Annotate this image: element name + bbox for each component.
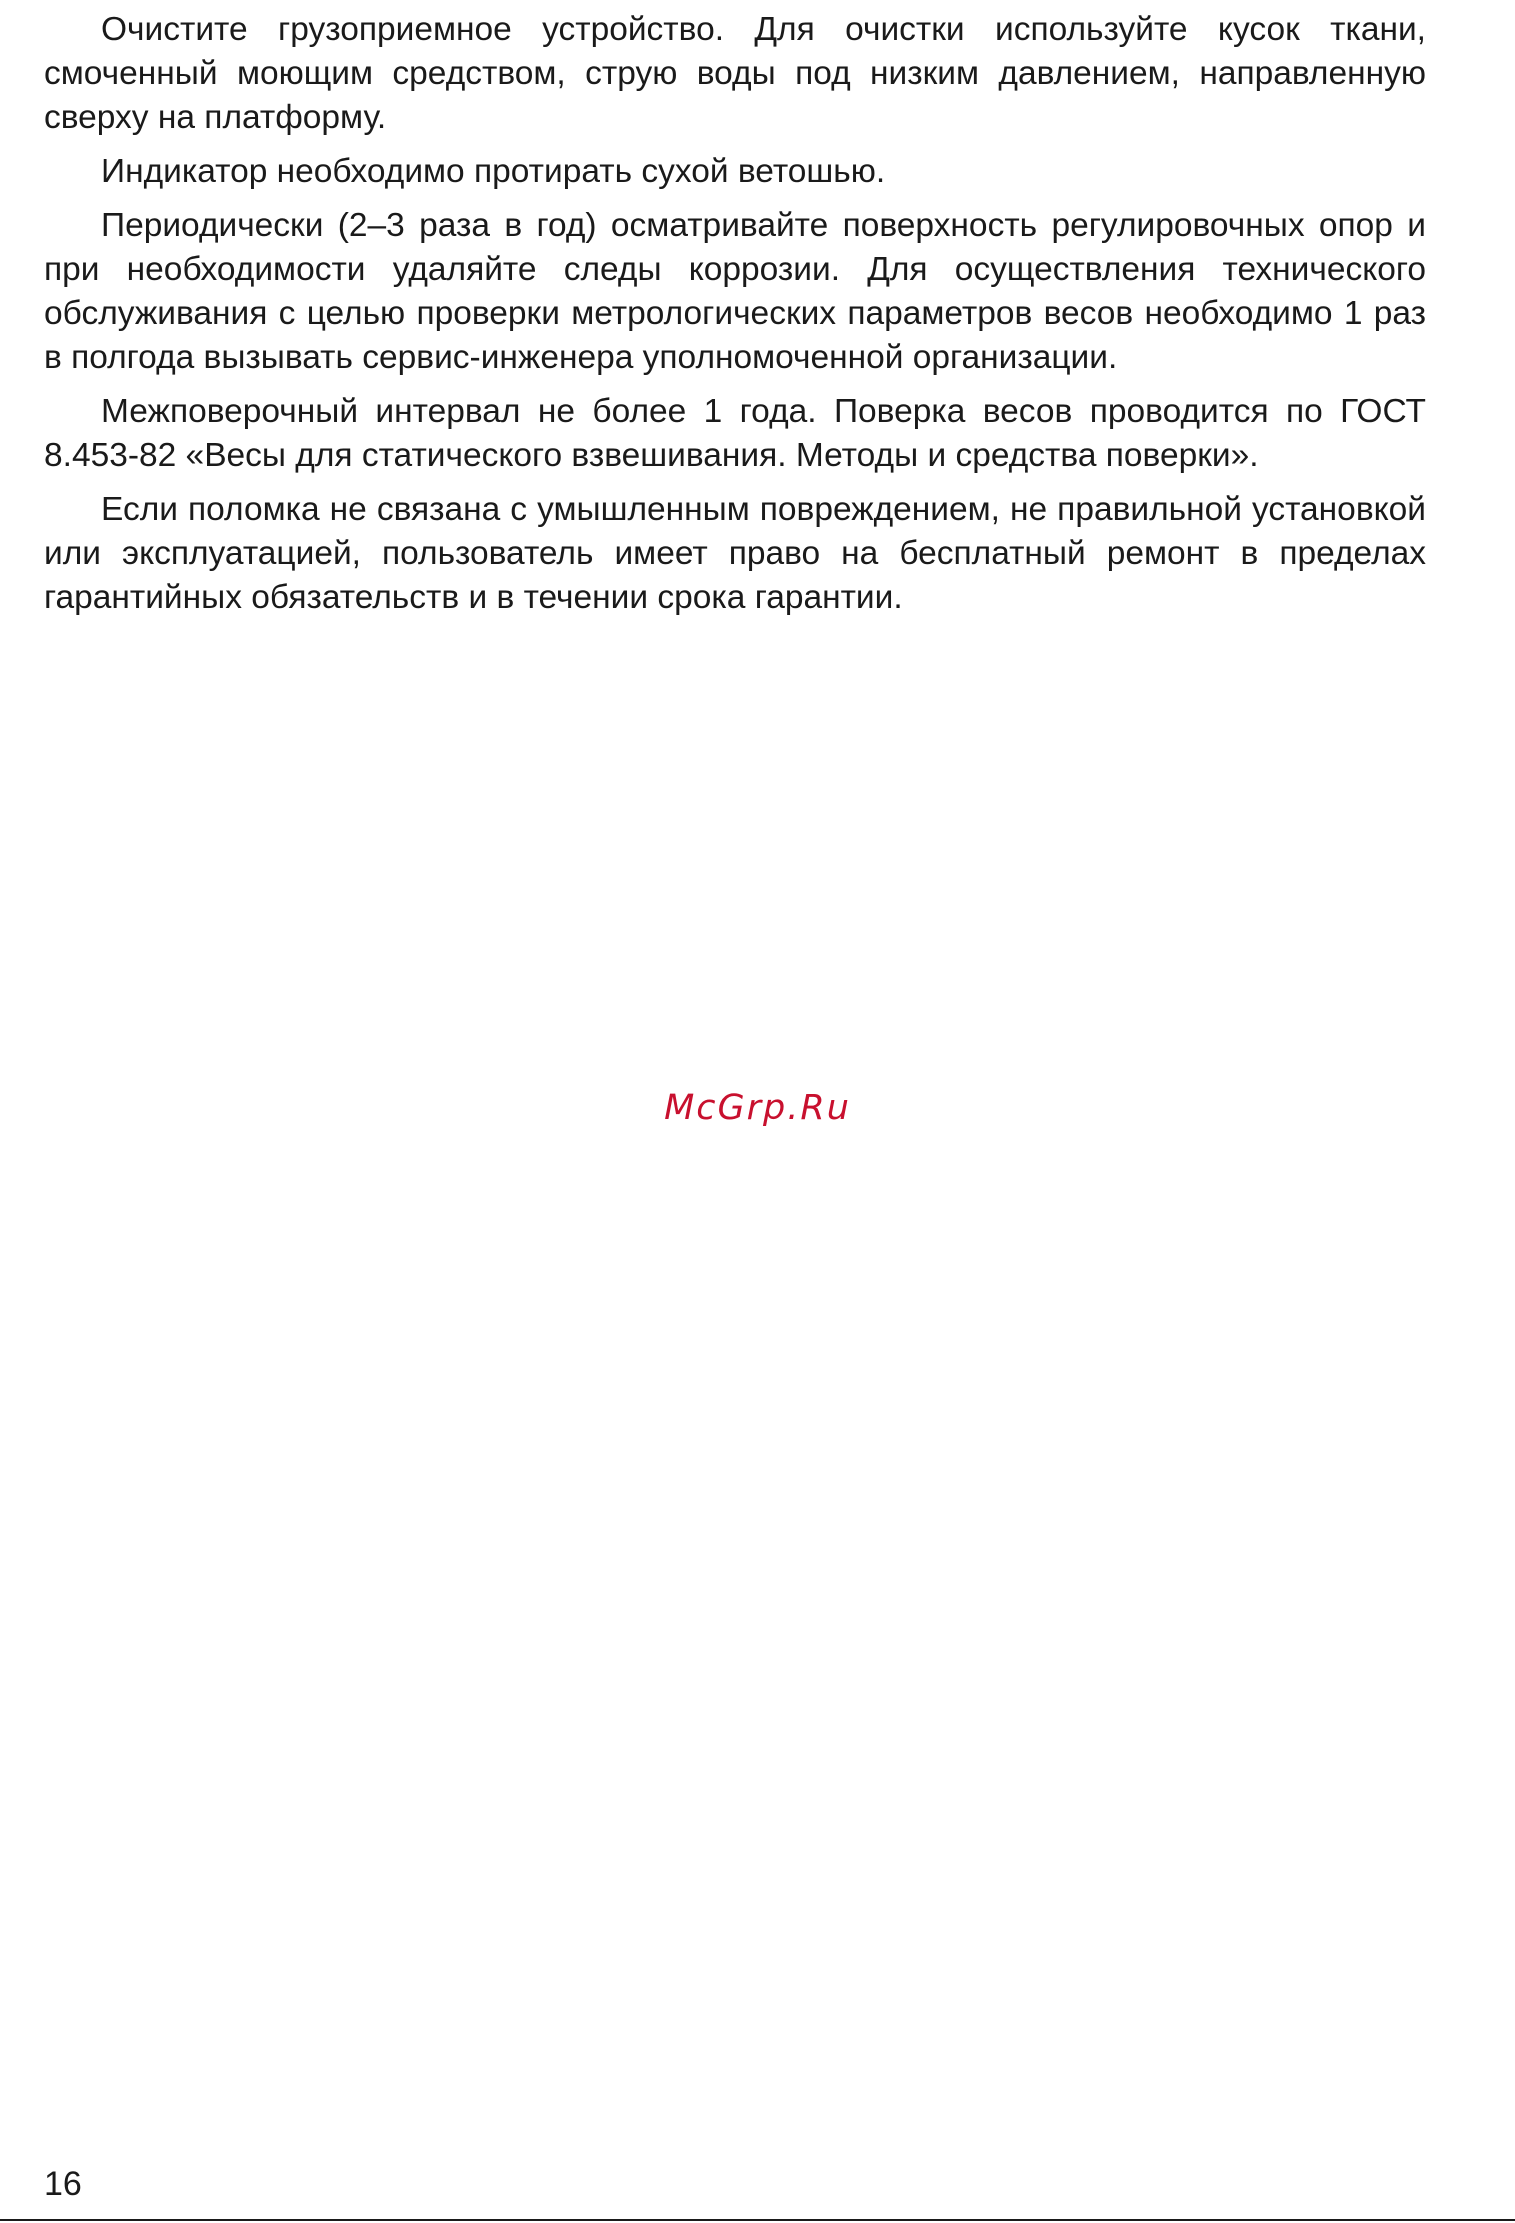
paragraph-maintenance: Периодически (2–3 раза в год) осматривайте поверхность регулировочных опор и при необходимости удаляйте следы коррозии. Для осуществления технического обслуживания с целью проверки метрологических параметров весов необходимо 1 раз в полгода вызывать сервис-инженера уполномоченной организации. [44, 207, 1426, 376]
page-number: 16 [44, 2165, 82, 2203]
paragraph-verification: Межповерочный интервал не более 1 года. Поверка весов проводится по ГОСТ 8.453-82 «Весы для статического взвешивания. Методы и средства поверки». [44, 393, 1426, 474]
paragraph-warranty: Если поломка не связана с умышленным повреждением, не правильной установкой или эксплуатацией, пользователь имеет право на бесплатный ремонт в пределах гарантийных обязательств и в течении срока гарантии. [44, 491, 1426, 616]
watermark-text: McGrp.Ru [664, 1088, 851, 1128]
paragraph-indicator: Индикатор необходимо протирать сухой ветошью. [101, 153, 886, 190]
paragraph-cleaning: Очистите грузоприемное устройство. Для очистки используйте кусок ткани, смоченный моющим средством, струю воды под низким давлением, направленную сверху на платформу. [44, 11, 1426, 136]
bottom-divider [0, 2219, 1515, 2221]
document-body [44, 8, 1426, 630]
